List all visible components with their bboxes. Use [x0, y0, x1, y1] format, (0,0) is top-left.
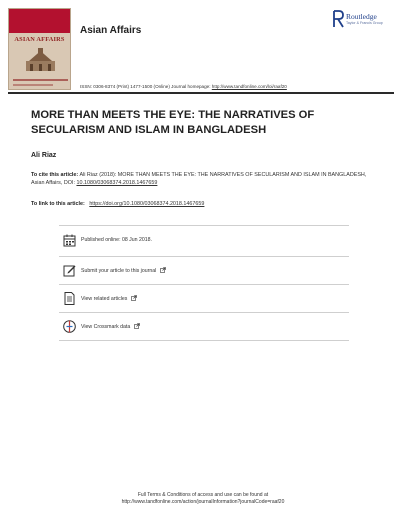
info-divider — [59, 312, 349, 313]
cover-decoration-line — [13, 84, 53, 86]
edit-icon — [63, 264, 76, 277]
publisher-name: Routledge — [346, 12, 377, 21]
crossmark-link[interactable] — [81, 323, 140, 330]
publisher-logo[interactable] — [332, 10, 392, 28]
external-link-icon — [160, 267, 166, 273]
submit-article-label: Submit your article to this journal — [81, 268, 157, 274]
cover-building-icon — [23, 47, 58, 73]
published-online-text: Published online: 08 Jun 2018. — [81, 237, 152, 243]
cover-decoration-line — [13, 79, 68, 81]
submit-article-link[interactable] — [81, 267, 166, 274]
article-link-line — [31, 201, 204, 207]
header-divider — [8, 92, 394, 94]
routledge-r-icon — [332, 10, 344, 28]
issn-line — [80, 84, 287, 89]
citation-block — [31, 172, 376, 187]
info-divider — [59, 340, 349, 341]
cite-label: To cite this article: — [31, 172, 79, 178]
cover-red-band — [9, 9, 70, 33]
article-title: MORE THAN MEETS THE EYE: THE NARRATIVES OF SECULARISM AND ISLAM IN BANGLADESH — [31, 109, 315, 136]
crossmark-row[interactable] — [59, 317, 349, 337]
calendar-icon — [63, 234, 76, 247]
external-link-icon — [131, 295, 137, 301]
published-online-row — [59, 231, 349, 251]
related-articles-row[interactable] — [59, 289, 349, 309]
info-divider — [59, 225, 349, 226]
cite-doi-link[interactable]: 10.1080/03068374.2018.1467659 — [76, 179, 158, 186]
external-link-icon — [134, 323, 140, 329]
footer — [0, 492, 406, 506]
cite-text: Ali Riaz (2018): MORE THAN MEETS THE EYE: THE NARRATIVES OF SECULARISM AND ISLAM IN BANGLADESH, Asian Affairs, DOI: — [31, 172, 367, 186]
publisher-subtitle: Taylor & Francis Group — [346, 21, 383, 25]
pdf-cover-header — [0, 0, 406, 100]
issn-text: ISSN: 0306-8374 (Print) 1477-1500 (Online) Journal homepage: — [80, 84, 211, 89]
article-doi-link[interactable]: https://doi.org/10.1080/03068374.2018.1467659 — [89, 201, 205, 207]
crossmark-icon — [63, 320, 76, 333]
footer-terms-text: Full Terms & Conditions of access and use can be found at — [137, 492, 269, 498]
related-articles-label: View related articles — [81, 296, 128, 302]
related-articles-link[interactable] — [81, 295, 137, 302]
journal-title: Asian Affairs — [80, 25, 142, 36]
cover-title: ASIAN AFFAIRS — [14, 36, 65, 43]
info-divider — [59, 256, 349, 257]
link-label: To link to this article: — [31, 201, 85, 207]
document-icon — [63, 292, 76, 305]
submit-article-row[interactable] — [59, 261, 349, 281]
author-name: Ali Riaz — [31, 152, 57, 159]
crossmark-label: View Crossmark data — [81, 324, 131, 330]
journal-homepage-link[interactable]: http://www.tandfonline.com/loi/raaf20 — [211, 84, 287, 89]
journal-cover-thumbnail — [8, 8, 71, 90]
info-divider — [59, 284, 349, 285]
footer-terms-link[interactable]: http://www.tandfonline.com/action/journalInformation?journalCode=raaf20 — [121, 499, 285, 505]
